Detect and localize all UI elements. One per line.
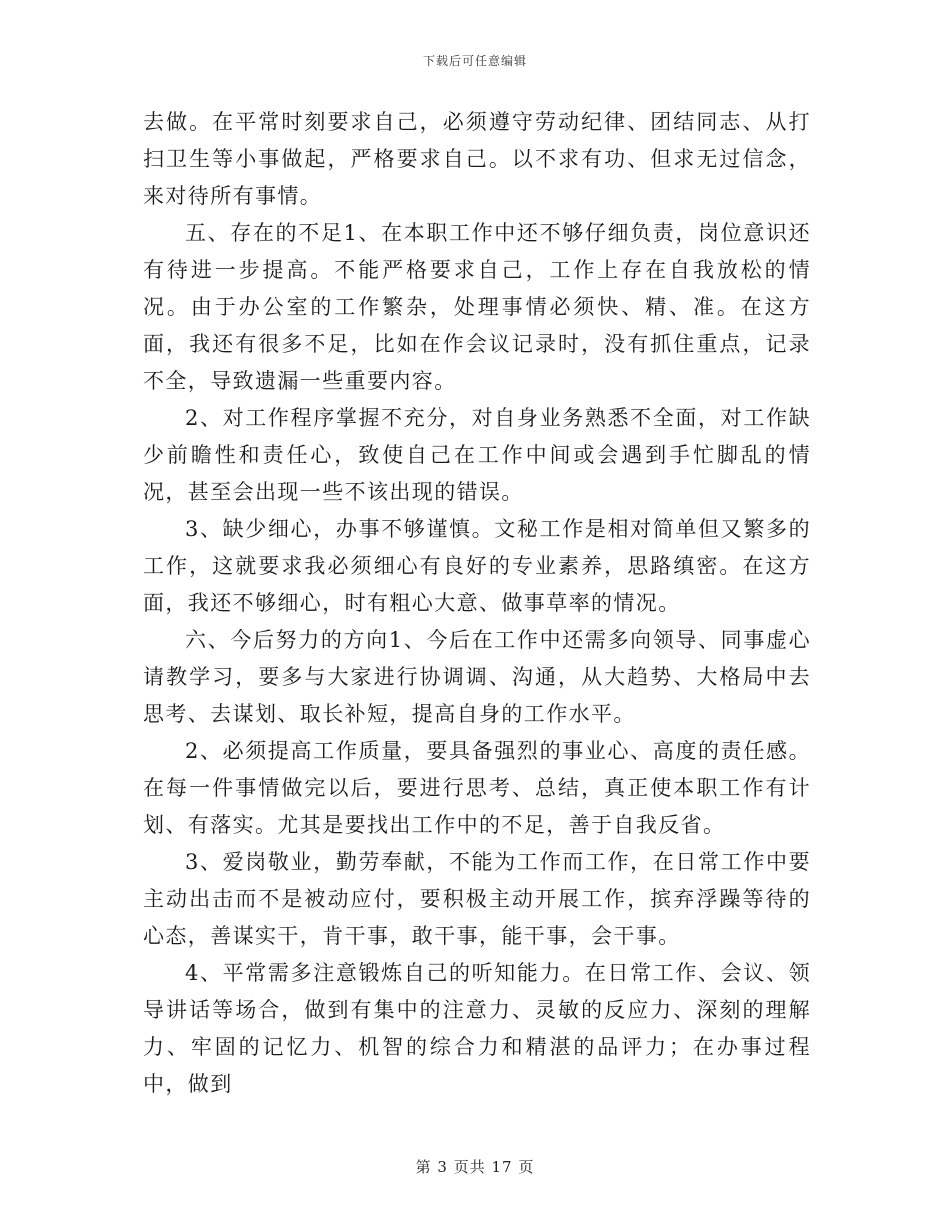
paragraph-2: 五、存在的不足1、在本职工作中还不够仔细负责，岗位意识还有待进一步提高。不能严格要求自己，工作上存在自我放松的情况。由于办公室的工作繁杂，处理事情必须快、精、准。在这方面，我还有很多不足，比如在作会议记录时，没有抓住重点，记录不全，导致遗漏一些重要内容。 [143,221,811,393]
page-header: 下载后可任意编辑 [422,54,527,68]
paragraph-5: 六、今后努力的方向1、今后在工作中还需多向领导、同事虚心请教学习，要多与大家进行协调调、沟通，从大趋势、大格局中去思考、去谋划、取长补短，提高自身的工作水平。 [143,628,811,726]
document-body [143,104,811,1103]
paragraph-6: 2、必须提高工作质量，要具备强烈的事业心、高度的责任感。在每一件事情做完以后，要进行思考、总结，真正使本职工作有计划、有落实。尤其是要找出工作中的不足，善于自我反省。 [143,739,811,837]
paragraph-4: 3、缺少细心，办事不够谨慎。文秘工作是相对简单但又繁多的工作，这就要求我必须细心有良好的专业素养，思路缜密。在这方面，我还不够细心，时有粗心大意、做事草率的情况。 [143,517,811,615]
page-footer: 第 3 页共 17 页 [415,1158,535,1176]
paragraph-1: 去做。在平常时刻要求自己，必须遵守劳动纪律、团结同志、从打扫卫生等小事做起，严格要求自己。以不求有功、但求无过信念，来对待所有事情。 [143,110,811,208]
paragraph-7: 3、爱岗敬业，勤劳奉献，不能为工作而工作，在日常工作中要主动出击而不是被动应付，要积极主动开展工作，摈弃浮躁等待的心态，善谋实干，肯干事，敢干事，能干事，会干事。 [143,850,811,948]
paragraph-3: 2、对工作程序掌握不充分，对自身业务熟悉不全面，对工作缺少前瞻性和责任心，致使自己在工作中间或会遇到手忙脚乱的情况，甚至会出现一些不该出现的错误。 [143,406,811,504]
paragraph-8: 4、平常需多注意锻炼自己的听知能力。在日常工作、会议、领导讲话等场合，做到有集中的注意力、灵敏的反应力、深刻的理解力、牢固的记忆力、机智的综合力和精湛的品评力；在办事过程中，做到 [143,961,811,1096]
